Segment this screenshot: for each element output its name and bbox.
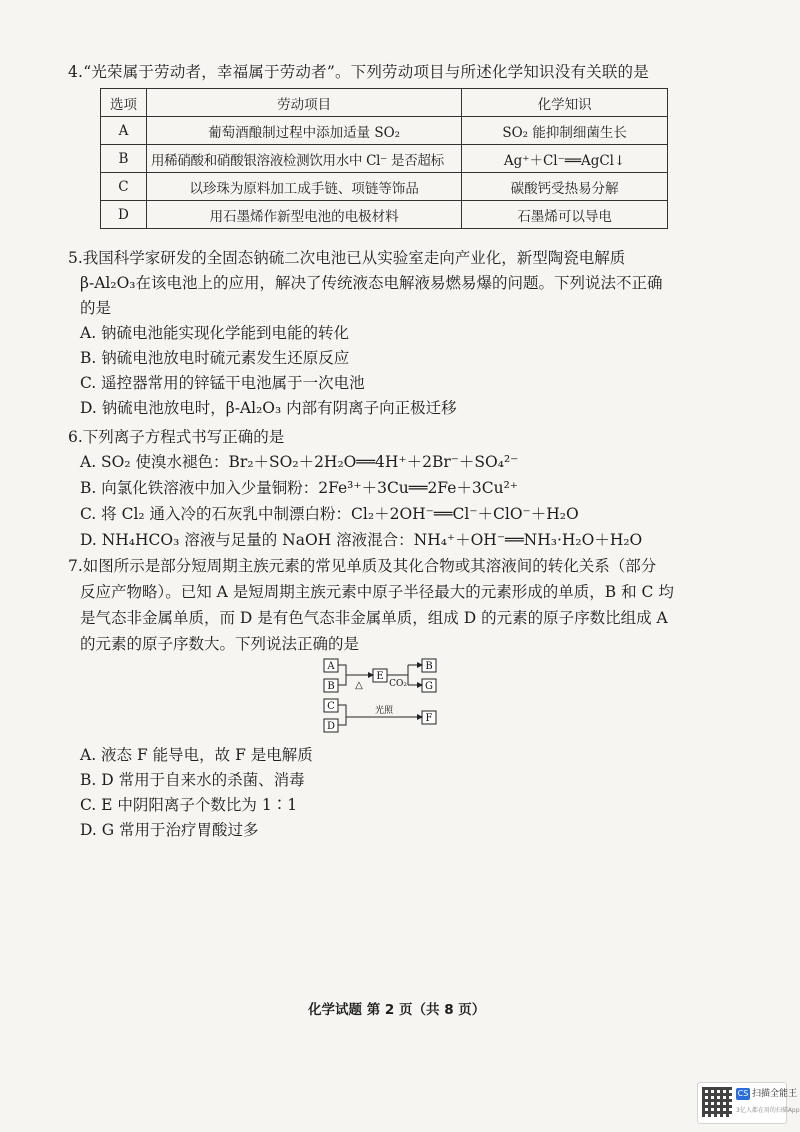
label-heat: △ (355, 680, 363, 691)
row-labor-item: 以珍珠为原料加工成手链、项链等饰品 (146, 173, 461, 201)
q7-option-a: A. 液态 F 能导电，故 F 是电解质 (80, 746, 313, 764)
row-chem-knowledge: 石墨烯可以导电 (462, 201, 668, 229)
cs-logo-icon: CS (737, 1089, 749, 1098)
q7-stem-line: 反应产物略）。已知 A 是短周期主族元素中原子半径最大的元素形成的单质，B 和 C 均 (80, 583, 674, 601)
row-chem-knowledge: Ag⁺＋Cl⁻══AgCl↓ (462, 145, 668, 173)
label-e: E (376, 671, 384, 682)
header-option: 选项 (101, 89, 147, 117)
label-b: B (327, 681, 335, 692)
q7-option-d: D. G 常用于治疗胃酸过多 (80, 821, 259, 839)
label-d: D (326, 721, 336, 732)
q5-option-b: B. 钠硫电池放电时硫元素发生还原反应 (80, 349, 350, 367)
row-option: A (101, 117, 147, 145)
conversion-diagram (318, 655, 448, 739)
q6-option-b: B. 向氯化铁溶液中加入少量铜粉：2Fe³⁺＋3Cu══2Fe＋3Cu²⁺ (80, 479, 518, 497)
label-a: A (327, 661, 335, 672)
table-header-row (101, 89, 668, 117)
label-f: F (425, 713, 433, 724)
qr-code-icon (702, 1087, 732, 1117)
row-labor-item: 用石墨烯作新型电池的电极材料 (146, 201, 461, 229)
q7-stem-line: 7.如图所示是部分短周期主族元素的常见单质及其化合物或其溶液间的转化关系（部分 (68, 557, 657, 575)
page-footer: 化学试题 第 2 页（共 8 页） (308, 1002, 486, 1018)
q4-stem: 4.“光荣属于劳动者，幸福属于劳动者”。下列劳动项目与所述化学知识没有关联的是 (68, 63, 649, 81)
bracket-cd (338, 705, 346, 725)
q7-option-c: C. E 中阴阳离子个数比为 1∶1 (80, 796, 298, 814)
q6-option-d: D. NH₄HCO₃ 溶液与足量的 NaOH 溶液混合：NH₄⁺＋OH⁻══NH₃·H₂O＋H₂O (80, 531, 643, 549)
q7-option-b: B. D 常用于自来水的杀菌、消毒 (80, 771, 305, 789)
scanner-watermark (697, 1082, 800, 1124)
labor-knowledge-table (100, 88, 668, 229)
q5-stem-line: β-Al₂O₃在该电池上的应用，解决了传统液态电解液易燃易爆的问题。下列说法不正确 (80, 274, 663, 292)
q5-option-d: D. 钠硫电池放电时，β-Al₂O₃ 内部有阴离子向正极迁移 (80, 399, 457, 417)
label-b-product: B (425, 661, 433, 672)
table-row (101, 201, 668, 229)
label-g: G (425, 681, 433, 692)
bracket-ab (338, 665, 346, 685)
q7-stem-line: 是气态非金属单质，而 D 是有色气态非金属单质，组成 D 的元素的原子序数比组成 A (80, 609, 668, 627)
label-c: C (327, 701, 335, 712)
row-option: B (101, 145, 147, 173)
table-row (101, 145, 668, 173)
header-labor-item: 劳动项目 (146, 89, 461, 117)
header-chem-knowledge: 化学知识 (462, 89, 668, 117)
label-light: 光照 (374, 706, 394, 716)
q5-option-a: A. 钠硫电池能实现化学能到电能的转化 (80, 324, 350, 342)
label-co2: CO₂ (389, 679, 407, 689)
table-row (101, 173, 668, 201)
q7-stem-line: 的元素的原子序数大。下列说法正确的是 (80, 635, 360, 653)
row-chem-knowledge: 碳酸钙受热易分解 (462, 173, 668, 201)
row-option: C (101, 173, 147, 201)
q6-stem: 6.下列离子方程式书写正确的是 (68, 428, 285, 446)
table-row (101, 117, 668, 145)
q6-option-a: A. SO₂ 使溴水褪色：Br₂＋SO₂＋2H₂O══4H⁺＋2Br⁻＋SO₄²⁻ (80, 453, 519, 471)
q6-option-c: C. 将 Cl₂ 通入冷的石灰乳中制漂白粉：Cl₂＋2OH⁻══Cl⁻＋ClO⁻＋H₂O (80, 505, 579, 523)
row-option: D (101, 201, 147, 229)
row-labor-item: 用稀硝酸和硝酸银溶液检测饮用水中 Cl⁻ 是否超标 (146, 145, 461, 173)
scanner-app-name: 扫描全能王 (752, 1089, 798, 1099)
row-labor-item: 葡萄酒酿制过程中添加适量 SO₂ (146, 117, 461, 145)
scanner-tagline: 3亿人都在用的扫描App (736, 1107, 800, 1114)
q5-stem-line: 的是 (80, 299, 112, 317)
q5-stem-line: 5.我国科学家研发的全固态钠硫二次电池已从实验室走向产业化，新型陶瓷电解质 (68, 249, 626, 267)
row-chem-knowledge: SO₂ 能抑制细菌生长 (462, 117, 668, 145)
q5-option-c: C. 遥控器常用的锌锰干电池属于一次电池 (80, 374, 365, 392)
